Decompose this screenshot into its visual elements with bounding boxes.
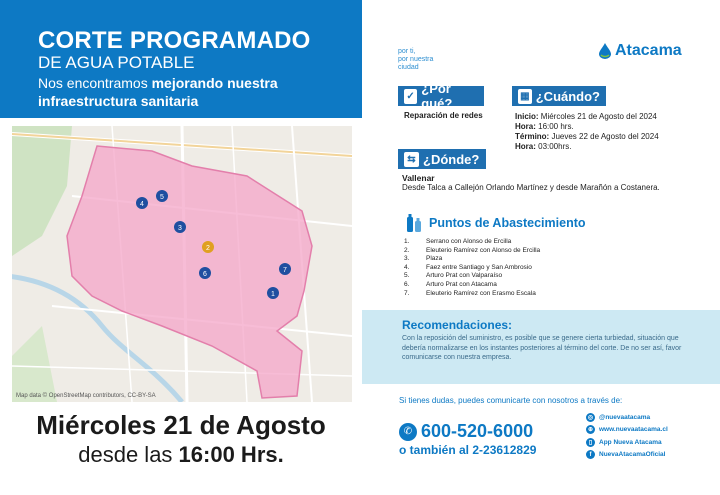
list-item-text: Plaza <box>426 255 443 263</box>
reason-text: Reparación de redes <box>404 111 483 120</box>
list-item <box>404 272 664 281</box>
supply-points-title: Puntos de Abastecimiento <box>429 216 586 230</box>
marker-2-label: 2 <box>206 245 210 252</box>
marker-1-label: 1 <box>271 291 275 298</box>
marker-4-label: 4 <box>140 201 144 208</box>
facebook-icon: f <box>586 450 595 459</box>
list-item-number: 4. <box>404 263 410 271</box>
whatsapp-icon: ✆ <box>399 423 417 441</box>
contact-intro: Si tienes dudas, puedes comunicarte con nosotros a través de: <box>399 396 623 405</box>
instagram-icon: ◎ <box>587 414 594 421</box>
time-line-pre: desde las <box>78 442 179 467</box>
social-label[interactable]: @nuevaatacama <box>599 413 651 421</box>
start-hour-label: Hora: <box>515 122 536 131</box>
start-hour-value: 16:00 hrs. <box>535 122 574 131</box>
brand-logo <box>598 42 682 60</box>
list-item-text: Eleuterio Ramírez con Erasmo Escala <box>426 289 536 297</box>
list-item-number: 6. <box>404 280 410 288</box>
list-item-number: 5. <box>404 272 410 280</box>
marker-7-label: 7 <box>283 267 287 274</box>
start-label: Inicio: <box>515 112 539 121</box>
phone-secondary-number[interactable]: 2-23612829 <box>472 443 537 457</box>
social-label[interactable]: NuevaAtacamaOficial <box>599 451 666 459</box>
supply-points-list <box>404 238 664 298</box>
tagline-line: ciudad <box>398 64 419 71</box>
location-info <box>402 173 702 193</box>
list-item-text: Faez entre Santiago y San Ambrosio <box>426 263 532 271</box>
header-message-bold2: infraestructura sanitaria <box>38 93 199 109</box>
list-item <box>404 290 664 299</box>
social-label[interactable]: App Nueva Atacama <box>599 438 662 446</box>
marker-4[interactable] <box>136 197 148 209</box>
street-sign-icon: ⇆ <box>404 152 419 167</box>
green-area <box>12 326 57 402</box>
social-facebook[interactable] <box>586 449 716 462</box>
social-instagram[interactable] <box>586 411 716 424</box>
section-donde <box>398 149 486 169</box>
marker-1[interactable] <box>267 287 279 299</box>
recommendations-body: Con la reposición del suministro, es posible que se genere cierta turbiedad, situación que debería normalizarse en los instantes posteriores al término del corte. De no ser así, favor comunicarse con nuestra empresa. <box>402 335 682 361</box>
end-value: Jueves 22 de Agosto del 2024 <box>549 132 659 141</box>
brand-name: Atacama <box>615 42 682 59</box>
checklist-icon: ✓ <box>404 89 417 104</box>
time-line <box>0 442 362 468</box>
time-line-bold: 16:00 Hrs. <box>178 442 284 467</box>
list-item <box>404 255 664 264</box>
list-item-number: 2. <box>404 246 410 254</box>
schedule-info <box>515 112 705 152</box>
marker-6-label: 6 <box>203 271 207 278</box>
list-item <box>404 281 664 290</box>
social-app[interactable] <box>586 436 716 449</box>
list-item-text: Serrano con Alonso de Ercilla <box>426 238 512 245</box>
marker-3[interactable] <box>174 221 186 233</box>
recommendations-title: Recomendaciones: <box>402 318 513 332</box>
start-value: Miércoles 21 de Agosto del 2024 <box>538 112 657 121</box>
section-cuando <box>512 86 606 106</box>
header-message-pre: Nos encontramos <box>38 75 152 91</box>
phone-secondary-pre: o también al <box>399 443 473 457</box>
city-name: Vallenar <box>402 173 435 183</box>
phone-number[interactable]: 600-520-6000 <box>421 421 534 441</box>
header-message <box>38 74 338 110</box>
location-description: Desde Talca a Callejón Orlando Martínez y desde Marañón a Costanera. <box>402 183 660 192</box>
marker-5[interactable] <box>156 190 168 202</box>
header-message-bold1: mejorando nuestra <box>151 75 278 91</box>
social-label[interactable]: www.nuevaatacama.cl <box>599 426 668 434</box>
recommendations-box <box>362 310 720 384</box>
green-area <box>12 126 72 256</box>
marker-6[interactable] <box>199 267 211 279</box>
social-links <box>586 411 716 461</box>
section-donde-label: ¿Dónde? <box>423 151 480 167</box>
map-attribution: Map data © OpenStreetMap contributors, CC-BY-SA <box>16 393 156 399</box>
list-item-number: 3. <box>404 255 410 263</box>
map-graphic <box>12 126 352 402</box>
water-bottle-icon <box>402 212 424 234</box>
list-item-number: 1. <box>404 238 410 245</box>
phone-secondary[interactable] <box>399 443 536 457</box>
water-drop-icon <box>598 43 612 59</box>
social-web[interactable] <box>586 424 716 437</box>
end-label: Término: <box>515 132 550 141</box>
end-hour-label: Hora: <box>515 142 536 151</box>
section-cuando-label: ¿Cuándo? <box>535 88 600 104</box>
list-item-text: Arturo Prat con Valparaíso <box>426 272 503 280</box>
brand-tagline <box>398 48 433 72</box>
header-banner <box>0 0 362 118</box>
list-item <box>404 264 664 273</box>
road <box>12 366 352 376</box>
list-item-number: 7. <box>404 289 410 297</box>
marker-2[interactable] <box>202 241 214 253</box>
list-item-text: Eleuterio Ramírez con Alonso de Ercilla <box>426 246 541 254</box>
calendar-icon: ▦ <box>518 89 532 104</box>
page-subtitle: DE AGUA POTABLE <box>38 53 195 72</box>
list-item-text: Arturo Prat con Atacama <box>426 280 497 288</box>
section-porque <box>398 81 484 111</box>
marker-3-label: 3 <box>178 225 182 232</box>
tagline-line: por nuestra <box>398 56 434 63</box>
section-porque-label: ¿Por qué? <box>421 81 453 111</box>
list-item <box>404 247 664 256</box>
web-icon: ⊕ <box>587 427 594 434</box>
marker-5-label: 5 <box>160 194 164 201</box>
list-item <box>404 238 664 247</box>
page-title: CORTE PROGRAMADO <box>38 27 311 54</box>
marker-7[interactable] <box>279 263 291 275</box>
end-hour-value: 03:00hrs. <box>535 142 572 151</box>
date-line: Miércoles 21 de Agosto <box>36 410 326 440</box>
affected-zone <box>67 146 312 398</box>
phone-primary[interactable] <box>399 421 533 442</box>
outage-map <box>12 126 352 402</box>
tagline-line: por ti, <box>398 48 416 55</box>
date-banner <box>0 408 362 495</box>
supply-points-heading <box>402 212 586 234</box>
app-icon: ▯ <box>586 438 595 447</box>
